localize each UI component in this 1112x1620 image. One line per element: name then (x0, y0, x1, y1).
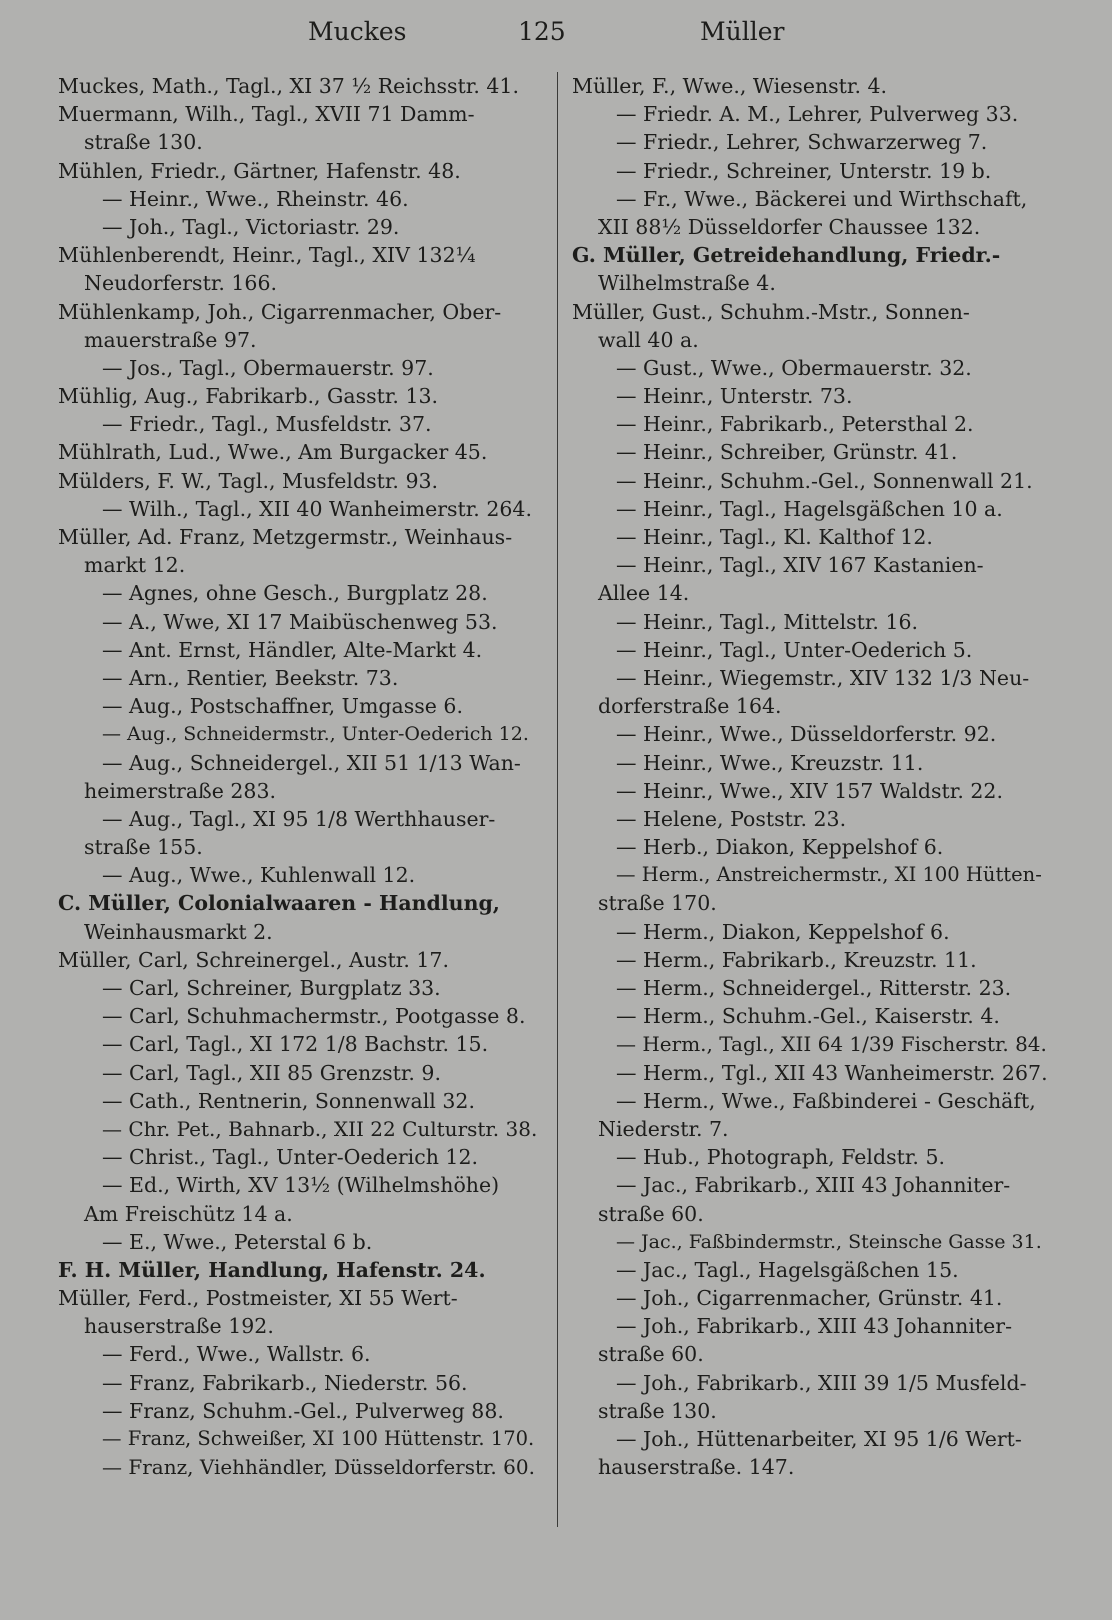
directory-entry: — Franz, Schuhm.-Gel., Pulverweg 88. (102, 1398, 504, 1423)
entry-continuation: Neudorferstr. 166. (84, 271, 278, 296)
directory-entry: — Franz, Schweißer, XI 100 Hüttenstr. 170. (102, 1427, 535, 1450)
header-last-name: Müller (700, 17, 785, 46)
directory-entry: Muckes, Math., Tagl., XI 37 ½ Reichsstr. 41. (58, 74, 519, 98)
directory-entry: — Jac., Tagl., Hagelsgäßchen 15. (616, 1257, 959, 1282)
directory-entry: — E., Wwe., Peterstal 6 b. (102, 1229, 373, 1254)
directory-entry: — Joh., Fabrikarb., XIII 43 Johanniter- (616, 1314, 1013, 1339)
directory-entry: Mühlenberendt, Heinr., Tagl., XIV 132¼ (58, 243, 476, 268)
directory-entry: — Carl, Tagl., XI 172 1/8 Bachstr. 15. (102, 1032, 489, 1057)
directory-entry: Mülders, F. W., Tagl., Musfeldstr. 93. (58, 468, 439, 493)
directory-entry: — Joh., Hüttenarbeiter, XI 95 1/6 Wert- (616, 1427, 1022, 1451)
directory-entry: — Franz, Viehhändler, Düsseldorferstr. 60. (102, 1455, 535, 1480)
directory-entry: Müller, Gust., Schuhm.-Mstr., Sonnen- (572, 299, 970, 324)
directory-entry: — Jac., Faßbindermstr., Steinsche Gasse 31. (616, 1230, 1042, 1253)
directory-entry: — Carl, Schuhmachermstr., Pootgasse 8. (102, 1004, 526, 1029)
directory-entry: — Heinr., Wwe., Düsseldorferstr. 92. (616, 722, 997, 747)
firm-entry: G. Müller, Getreidehandlung, Friedr.- (572, 243, 1001, 268)
directory-entry: — Heinr., Tagl., Unter-Oederich 5. (616, 637, 973, 662)
directory-entry: Mühlrath, Lud., Wwe., Am Burgacker 45. (58, 440, 488, 465)
directory-entry: — Heinr., Tagl., Mittelstr. 16. (616, 609, 919, 634)
firm-entry: F. H. Müller, Handlung, Hafenstr. 24. (58, 1257, 486, 1282)
directory-entry: — Jos., Tagl., Obermauerstr. 97. (102, 355, 434, 380)
directory-entry: Mühlenkamp, Joh., Cigarrenmacher, Ober- (58, 299, 502, 324)
directory-entry: — Friedr., Lehrer, Schwarzerweg 7. (616, 130, 988, 155)
directory-entry: Müller, F., Wwe., Wiesenstr. 4. (572, 74, 888, 98)
right-column (572, 72, 1052, 1481)
directory-entry: — Helene, Poststr. 23. (616, 806, 847, 831)
directory-entry: — Friedr. A. M., Lehrer, Pulverweg 33. (616, 102, 1019, 127)
directory-entry: — Joh., Tagl., Victoriastr. 29. (102, 214, 400, 239)
entry-continuation: hauserstraße. 147. (598, 1455, 795, 1480)
directory-entry: — Christ., Tagl., Unter-Oederich 12. (102, 1145, 479, 1170)
directory-entry: — Joh., Cigarrenmacher, Grünstr. 41. (616, 1286, 1003, 1311)
directory-entry: — Ferd., Wwe., Wallstr. 6. (102, 1342, 371, 1367)
directory-entry: — Heinr., Wwe., Rheinstr. 46. (102, 186, 409, 211)
directory-entry: — Ed., Wirth, XV 13½ (Wilhelmshöhe) (102, 1173, 500, 1198)
directory-entry: — Herm., Diakon, Keppelshof 6. (616, 919, 950, 944)
directory-entry: — Herm., Schuhm.-Gel., Kaiserstr. 4. (616, 1004, 1000, 1029)
column-divider (557, 72, 558, 1527)
entry-continuation: Niederstr. 7. (598, 1116, 729, 1141)
directory-entry: — Ant. Ernst, Händler, Alte-Markt 4. (102, 637, 483, 662)
directory-entry: — A., Wwe, XI 17 Maibüschenweg 53. (102, 609, 498, 634)
directory-entry: — Friedr., Schreiner, Unterstr. 19 b. (616, 158, 992, 183)
entry-continuation: hauserstraße 192. (84, 1314, 274, 1339)
header-first-name: Muckes (308, 17, 407, 46)
directory-entry: — Hub., Photograph, Feldstr. 5. (616, 1145, 946, 1170)
directory-entry: — Heinr., Schreiber, Grünstr. 41. (616, 440, 958, 465)
directory-entry: — Heinr., Schuhm.-Gel., Sonnenwall 21. (616, 468, 1033, 493)
directory-entry: Müller, Ferd., Postmeister, XI 55 Wert- (58, 1286, 458, 1311)
directory-entry: — Heinr., Tagl., XIV 167 Kastanien- (616, 553, 984, 578)
entry-continuation: straße 60. (598, 1201, 704, 1226)
directory-entry: Muermann, Wilh., Tagl., XVII 71 Damm- (58, 102, 475, 127)
entry-continuation: XII 88½ Düsseldorfer Chaussee 132. (598, 214, 981, 239)
entry-continuation: straße 60. (598, 1342, 704, 1367)
directory-entry: — Heinr., Unterstr. 73. (616, 384, 853, 409)
entry-continuation: straße 130. (84, 130, 203, 155)
directory-entry: — Herb., Diakon, Keppelshof 6. (616, 835, 944, 860)
directory-entry: — Herm., Schneidergel., Ritterstr. 23. (616, 976, 1012, 1000)
entry-continuation: heimerstraße 283. (84, 778, 277, 803)
directory-entry: Mühlen, Friedr., Gärtner, Hafenstr. 48. (58, 158, 461, 183)
entry-continuation: markt 12. (84, 553, 186, 578)
directory-entry: — Herm., Tagl., XII 64 1/39 Fischerstr. 84. (616, 1032, 1047, 1057)
firm-entry: C. Müller, Colonialwaaren - Handlung, (58, 891, 500, 916)
directory-entry: — Herm., Anstreichermstr., XI 100 Hütten- (616, 863, 1042, 887)
directory-entry: — Cath., Rentnerin, Sonnenwall 32. (102, 1088, 475, 1113)
entry-continuation: Wilhelmstraße 4. (598, 271, 776, 296)
entry-continuation: Am Freischütz 14 a. (84, 1201, 293, 1226)
entry-continuation: straße 170. (598, 891, 717, 916)
directory-entry: Müller, Ad. Franz, Metzgermstr., Weinhaus- (58, 525, 513, 549)
directory-entry: — Friedr., Tagl., Musfeldstr. 37. (102, 412, 432, 437)
directory-entry: — Heinr., Tagl., Hagelsgäßchen 10 a. (616, 496, 1003, 521)
directory-entry: — Fr., Wwe., Bäckerei und Wirthschaft, (616, 186, 1028, 211)
directory-entry: Mühlig, Aug., Fabrikarb., Gasstr. 13. (58, 384, 439, 409)
directory-entry: — Heinr., Fabrikarb., Petersthal 2. (616, 412, 974, 437)
entry-continuation: wall 40 a. (598, 327, 699, 352)
directory-entry: — Carl, Tagl., XII 85 Grenzstr. 9. (102, 1060, 441, 1085)
directory-entry: — Agnes, ohne Gesch., Burgplatz 28. (102, 581, 488, 606)
entry-continuation: Weinhausmarkt 2. (84, 919, 273, 944)
directory-entry: — Herm., Wwe., Faßbinderei - Geschäft, (616, 1088, 1036, 1113)
directory-entry: — Gust., Wwe., Obermauerstr. 32. (616, 355, 972, 380)
directory-entry: — Aug., Postschaffner, Umgasse 6. (102, 694, 463, 719)
directory-entry: Müller, Carl, Schreinergel., Austr. 17. (58, 947, 449, 972)
page-number: 125 (518, 17, 566, 46)
directory-entry: — Aug., Schneidermstr., Unter-Oederich 12. (102, 723, 529, 746)
directory-entry: — Arn., Rentier, Beekstr. 73. (102, 665, 399, 690)
directory-entry: — Heinr., Wwe., XIV 157 Waldstr. 22. (616, 778, 1003, 803)
directory-entry: — Herm., Fabrikarb., Kreuzstr. 11. (616, 947, 977, 972)
directory-entry: — Aug., Schneidergel., XII 51 1/13 Wan- (102, 750, 521, 775)
directory-entry: — Chr. Pet., Bahnarb., XII 22 Culturstr. 38. (102, 1116, 538, 1141)
entry-continuation: mauerstraße 97. (84, 327, 257, 352)
directory-entry: — Heinr., Wiegemstr., XIV 132 1/3 Neu- (616, 665, 1030, 690)
directory-entry: — Joh., Fabrikarb., XIII 39 1/5 Musfeld- (616, 1370, 1027, 1395)
entry-continuation: straße 130. (598, 1398, 717, 1423)
directory-entry: — Jac., Fabrikarb., XIII 43 Johanniter- (616, 1173, 1011, 1198)
directory-entry: — Franz, Fabrikarb., Niederstr. 56. (102, 1370, 468, 1395)
running-header (0, 12, 1112, 56)
left-column (58, 72, 538, 1481)
directory-entry: — Aug., Tagl., XI 95 1/8 Werthhauser- (102, 806, 496, 831)
directory-entry: — Carl, Schreiner, Burgplatz 33. (102, 976, 441, 1000)
entry-continuation: Allee 14. (598, 581, 690, 606)
entry-continuation: dorferstraße 164. (598, 694, 782, 719)
directory-entry: — Heinr., Wwe., Kreuzstr. 11. (616, 750, 924, 775)
directory-entry: — Herm., Tgl., XII 43 Wanheimerstr. 267. (616, 1060, 1048, 1085)
directory-entry: — Heinr., Tagl., Kl. Kalthof 12. (616, 525, 933, 549)
entry-continuation: straße 155. (84, 835, 203, 860)
directory-entry: — Aug., Wwe., Kuhlenwall 12. (102, 863, 416, 888)
directory-entry: — Wilh., Tagl., XII 40 Wanheimerstr. 264. (102, 496, 532, 521)
